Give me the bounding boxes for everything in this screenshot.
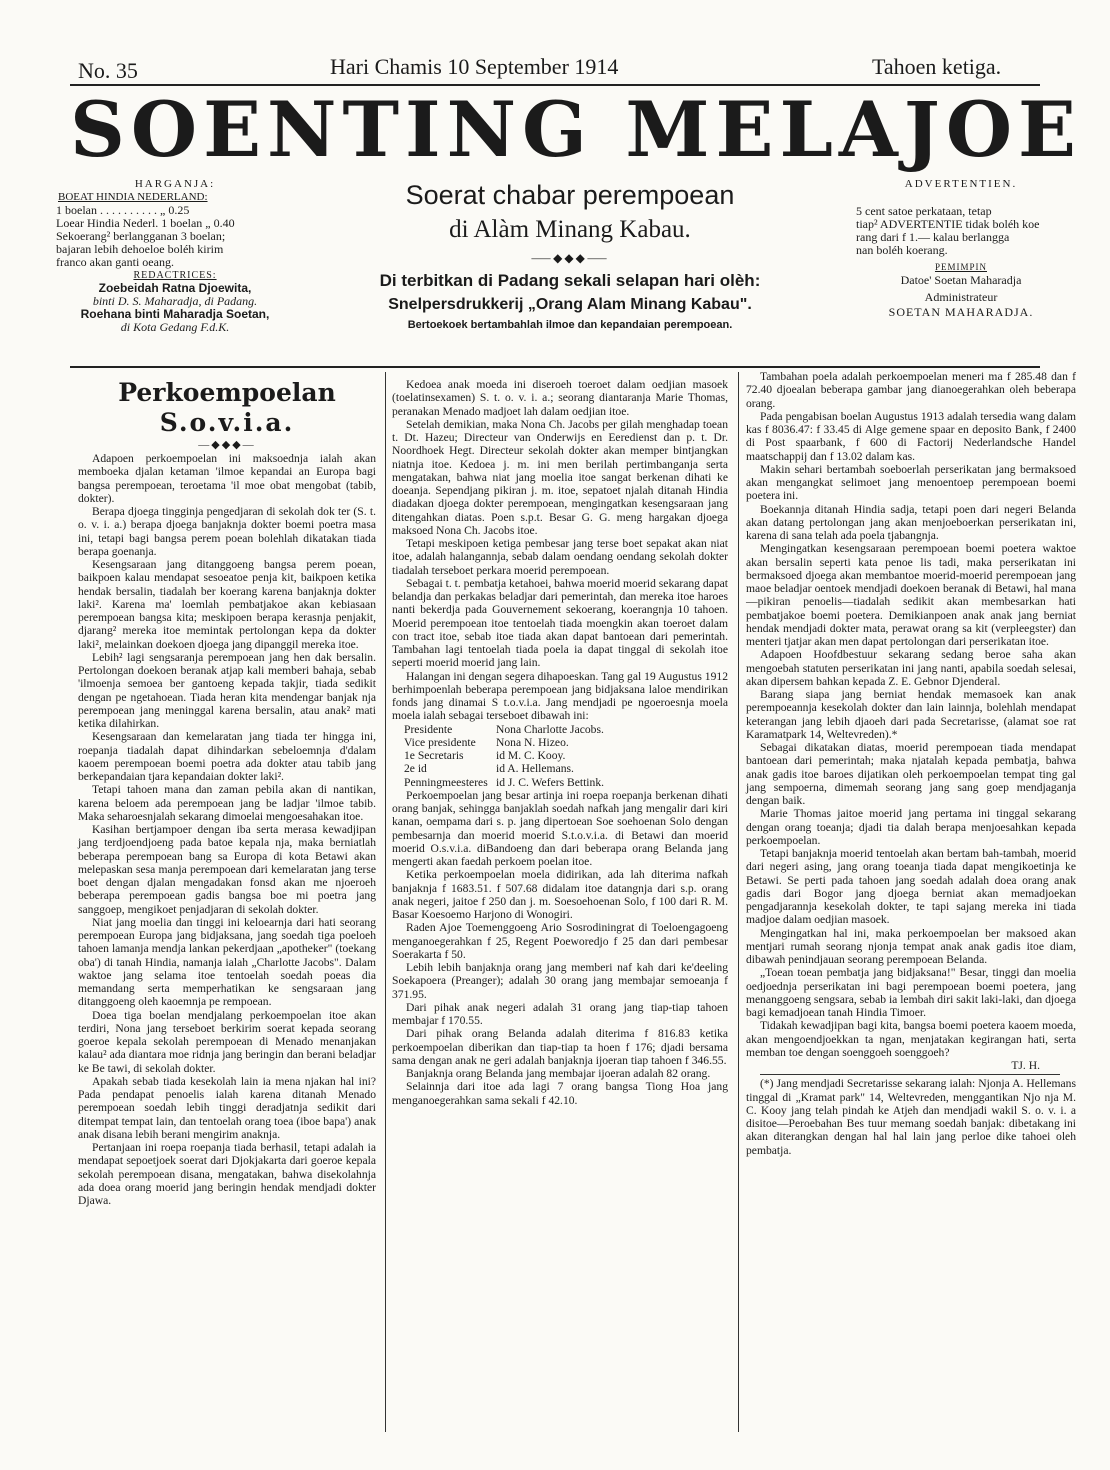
paragraph: Dari pihak anak negeri adalah 31 orang jang tiap-tiap tahoen membajar f 170.55. bbox=[392, 1000, 728, 1027]
publish-info: Di terbitkan di Padang sekali selapan hari olèh: bbox=[379, 271, 761, 290]
price-line: 1 boelan . . . . . . . . . . „ 0.25 bbox=[56, 203, 190, 217]
officer-role: 2e id bbox=[404, 762, 427, 776]
article-subtitle: S.o.v.i.a. bbox=[159, 408, 295, 437]
paragraph: Halangan ini dengan segera dihapoeskan. Tang gal 19 Augustus 1912 berhimpoenlah beberapa perempoean jang bidjaksana laloe mendirikan fonds jang dinamai S t.o.v.i.a. Jang mendjadi pe ngoeroesnja moela moela ialah sebagai terseboet dibawah ini: bbox=[392, 669, 728, 723]
price-line: Sekoerang² berlangganan 3 boelan; bbox=[56, 229, 226, 243]
price-line: bajaran lebih dehoeloe boléh kirim bbox=[56, 242, 224, 256]
price-line: Loear Hindia Nederl. 1 boelan „ 0.40 bbox=[56, 216, 235, 230]
motto: Bertoekoek bertambahlah ilmoe dan kepandaian perempoean. bbox=[407, 319, 733, 331]
officer-name: Nona N. Hizeo. bbox=[496, 735, 569, 749]
paragraph: Perkoempoelan jang besar artinja ini roepa roepanja berkenan dihati orang banjak, sehingga banjaklah soedah nafkah jang mengalir dari kiri kanan, oempama dari s. p. jang dipertoean Soe soehoenan Solo dengan pembesarnja dan moerid moerid S.t.o.v.i.a. di Betawi dan moerid moerid O.s.v.i.a. diBandoeng dan dari beberapa orang Belanda jang mengerti akan faedah perkoem poelan itoe. bbox=[392, 788, 728, 868]
article-column-3 bbox=[746, 370, 1076, 1157]
paragraph: Mengingatkan kesengsaraan perempoean boemi poetera waktoe akan bersalin seperti kata penoe lis tadi, maka perserikatan ini bermaksoed djoega akan membantoe moerid-moerid perempoean jang maoe beladjar oentoek mendjadi doekoen beranak di Betawi, hal mana—pikiran penoelis—tiadalah sedikit akan membesarkan hati pembatjakoe boemi poetera. Demikianpoen anak anak jang berniat hendak mendjadi dokter mata, perawat orang sa kit (verpleegster) dan menteri tjatjar akan men dapat pertolongan dari perserikatan itoe. bbox=[746, 542, 1076, 648]
paragraph: Sebagai t. t. pembatja ketahoei, bahwa moerid moerid sekarang dapat belandja dan perkakas beladjar dari pemerintah, dan mereka itoe haroes nanti bekerdja pada Gouvernement sekoerang, koerangnja 10 tahoen. Moerid perempoean itoe tentoelah tiada moengkin akan toeroet dalam con tract itoe, sebab itoe tiada akan dapat bantoean dari pemerintah. Tambahan lagi tentoelah tiada poela ia dapat tinggal di sekolah itoe seperti moerid moerid jang lain. bbox=[392, 576, 728, 670]
footnote-rule bbox=[760, 1074, 1060, 1075]
masthead-bottom-rule bbox=[70, 366, 1040, 368]
paragraph: Tetapi meskipoen ketiga pembesar jang terse boet sepakat akan niat itoe, adalah halangannja, sebab dalam oendang oendang sekolah dokter tiadalah terseboet perkara moerid perempoean. bbox=[392, 537, 728, 577]
price-subheading: BOEAT HINDIA NEDERLAND: bbox=[58, 191, 208, 203]
ads-line: tiap² ADVERTENTIE tidak boléh koe bbox=[856, 217, 1040, 231]
officer-role: Presidente bbox=[404, 722, 453, 736]
officer-name: id J. C. Wefers Bettink. bbox=[496, 775, 605, 789]
paragraph: Kesengsaraan jang ditanggoeng bangsa perem poean, baikpoen kalau mendapat sesoeatoe penja kit, baikpoen ketika hendak bersalin, tiadalah ber koerang karena banjaknja dokter laki². Karena ma' loemlah pembatjakoe akan kebiasaan perempoean bangsa kita; meskipoen berapa kerasnja penjakit, djarang² mereka itoe memintak pertolongan kepa da dokter laki², melainkan doekoen djoega jang dipanggil mereka itoe. bbox=[78, 558, 376, 651]
paragraph: Niat jang moelia dan tinggi ini keloearnja dari hati seorang perempoean Europa jang bidjaksana, jang soedah tiga poeloeh tahoen lamanja mendja lankan pekerdjaan „apotheker" (toekang oba') di tanah Hindia, namanja ialah „Charlotte Jacobs". Dalam waktoe jang selama itoe tentoelah soedah poeas dia memandang serta memperhatikan ke sengsaraan jang ditanggoeng oleh kaoemnja pe rempoean. bbox=[78, 915, 376, 1009]
paragraph: Lebih lebih banjaknja orang jang memberi naf kah dari ke'deeling Soekapoera (Preanger); adalah 30 orang jang membajar semoeanja f 371.95. bbox=[392, 961, 728, 1001]
column-divider bbox=[385, 372, 386, 1432]
region-line: di Alàm Minang Kabau. bbox=[449, 216, 691, 243]
issue-number: No. 35 bbox=[78, 58, 138, 83]
officers-list bbox=[392, 723, 728, 789]
paragraph: Sebagai dikatakan diatas, moerid perempoean tiada mendapat bantoean dari pemerintah; maka njatalah kepada pembatja, bahwa anak gadis itoe baroes dijatikan oleh perkoempoelan tempat ting gal jang sempoerna, dimemah seorang jang sang goep mendjaganja dengan baik. bbox=[746, 741, 1076, 807]
paragraph: Kesengsaraan dan kemelaratan jang tiada ter hingga ini, roepanja tiadalah dapat dihindarkan sebeloemnja d'dalam kaoem perempoean boemi poetra ada dokter atau tabib jang berkepandaian tjara kepandaian dokter laki². bbox=[78, 730, 376, 783]
issue-year: Tahoen ketiga. bbox=[872, 54, 1002, 79]
article-column-2 bbox=[392, 378, 728, 1107]
officer-role: 1e Secretaris bbox=[404, 749, 464, 762]
pemimpin-label: PEMIMPIN bbox=[934, 262, 987, 272]
editor-name: Zoebeidah Ratna Djoewita, bbox=[98, 281, 252, 295]
paragraph: Tetapi banjaknja moerid tentoelah akan bertam bah-tambah, moerid dari negeri asing, jang orang toeanja tiada dapat mengikoetinja ke Betawi. Se perti pada tahoen jang soedah adalah doea orang anak gadis dari Bogor jang djoega berniat akan memadjoekan pengadjarannja kesekolah dokter, te tapi sajang mereka ini tiada madjoe dalam oedjian masoek. bbox=[746, 847, 1076, 927]
paragraph: Barang siapa jang berniat hendak memasoek kan anak perempoeannja kesekolah dokter dan lain lainnja, bolehlah mendapat keterangan jang lebih djaoeh dari pada Secretarisse, (alamat soe rat Karamatpark 14, Weltevreden).* bbox=[746, 688, 1076, 741]
editor-description: binti D. S. Maharadja, di Padang. bbox=[92, 294, 258, 308]
pemimpin-name: Datoe' Soetan Maharadja bbox=[900, 273, 1022, 287]
article-title: Perkoempoelan bbox=[118, 378, 336, 407]
subtitle: Soerat chabar perempoean bbox=[405, 180, 735, 210]
paragraph: Apakah sebab tiada kesekolah lain ia mena njakan hal ini? Pada pendapat penoelis ialah karena ditanah Menado perempoean soedah lebih tinggi deradjatnja sedikit dari ditempat tempat lain, dan tentoelah orang toea (iboe bapa') anak anak disana lebih berani mengirim anaknja. bbox=[78, 1074, 376, 1141]
paragraph: Raden Ajoe Toemenggoeng Ario Sosrodiningrat di Toeloengagoeng menganoegerahkan f 25, Regent Poeworedjo f 25 dan dari pembesar Soerakarta f 50. bbox=[392, 921, 728, 961]
officer-name: id A. Hellemans. bbox=[496, 762, 574, 776]
footnote: (*) Jang mendjadi Secretarisse sekarang ialah: Njonja A. Hellemans tinggal di „Kramat park" 14, Weltevreden, menggantikan Njo nja M. C. Kooy jang telah pindah ke Atjeh dan mendjadi wakil S. o. v. i. a disitoe—Peroebahan Bes tuur memang soedah banjak: dibetakang ini akan diterangkan dengan hal hal lain jang perloe dike tahoei oleh pembatja. bbox=[746, 1077, 1076, 1157]
paragraph: Banjaknja orang Belanda jang membajar ijoeran adalah 82 orang. bbox=[406, 1067, 711, 1080]
ornament-icon: —◆◆◆— bbox=[198, 439, 256, 451]
ads-line: nan boléh koerang. bbox=[856, 243, 948, 257]
author-signature: TJ. H. bbox=[1011, 1059, 1040, 1072]
officer-name: id M. C. Kooy. bbox=[496, 749, 566, 762]
paragraph: Lebih² lagi sengsaranja perempoean jang hen dak bersalin. Pertolongan doekoen beranak atjap kali memberi bahaja, sebab 'ilmoenja semoea ber gantoeng kepada takjir, tiada sedikit dengan pe ngetahoean. Tiada heran kita mendengar banjak nja perempoean jang meninggal karena bersalin, atau anak² mati ketika dilahirkan. bbox=[78, 650, 376, 730]
paragraph: Tidakah kewadjipan bagi kita, bangsa boemi poetera kaoem moeda, akan mengoendjoekkan ta ngan, menjatakan kegirangan hati, serta memban toe dengan soenggoeh soenggoeh? bbox=[746, 1019, 1076, 1059]
redactrices-label: REDACTRICES: bbox=[133, 270, 217, 281]
ornament-divider: ⸺◆◆◆⸺ bbox=[530, 251, 610, 265]
paragraph: Kedoea anak moeda ini diseroeh toeroet dalam oedjian masoek (toelatinsexamen) S. t. o. v. i. a.; seorang diantaranja Marie Thomas, peranakan Menado madjoet lah dalam oedjian itoe. bbox=[392, 378, 728, 418]
paragraph: Berapa djoega tingginja pengedjaran di sekolah dok ter (S. t. o. v. i. a.) berapa djoega banjaknja dokter boemi poetra masa ini, tetapi bagi bangsa perem poean bolehlah dikatakan tiada berapa goenanja. bbox=[78, 505, 376, 558]
paragraph: Dari pihak orang Belanda adalah diterima f 816.83 ketika perkoempoelan diberikan dan tiap-tiap ta hoen f 176; djadi bersama sama dengan anak ne geri adalah banjaknja ijoeran tiap tahoen f 346.55. bbox=[392, 1027, 728, 1067]
article-column-1 bbox=[78, 378, 376, 1207]
ads-line: 5 cent satoe perkataan, tetap bbox=[856, 204, 992, 218]
paragraph: Adapoen perkoempoelan ini maksoednja ialah akan memboeka djalan ketaman 'ilmoe kepandai an Europa bagi bangsa perempoean, teroetama 'il moe obat mengobat (tabib, dokter). bbox=[78, 452, 376, 505]
officer-role: Penningmeesteres bbox=[404, 775, 488, 789]
paragraph: Mengingatkan hal ini, maka perkoempoelan ber maksoed akan mentjari rumah seorang njonja tempat anak anak gadis itoe diam, dibawah penindjauan seorang perempoean Belanda. bbox=[746, 926, 1076, 966]
paragraph: Ketika perkoempoelan moela didirikan, ada lah diterima nafkah banjaknja f 1683.51. f 507.68 didalam itoe datangnja dari s.p. orang anak negeri, jaitoe f 250 dan j. m. Soesoehoenan Solo, f 100 dari R. M. Basar Koesoemo Harjono di Wonogiri. bbox=[392, 868, 728, 921]
ads-line: rang dari f 1.— kalau berlangga bbox=[856, 230, 1010, 244]
administrator-label: Administrateur bbox=[924, 290, 998, 304]
paragraph: Doea tiga boelan mendjalang perkoempoelan itoe akan terdiri, Nona jang terseboet berkirim soerat kepada seorang goeroe kepala sekolah perempoean di Menado menanjakan kalau² ada diantara moe ridnja jang beringin dan berani beladjar ke Be tawi, di sekolah dokter. bbox=[78, 1008, 376, 1075]
paragraph: Pada pengabisan boelan Augustus 1913 adalah tersedia wang dalam kas f 8036.47: f 33.45 di Alge gemene spaar en deposito Bank, f 2400 di Post spaarbank, f 600 di Factorij Nederlandsche Handel maatschappij dan f 13.02 dalam kas. bbox=[746, 409, 1076, 463]
officer-role: Vice presidente bbox=[404, 735, 476, 749]
editor-name: Roehana binti Maharadja Soetan, bbox=[80, 307, 270, 321]
paragraph: Setelah demikian, maka Nona Ch. Jacobs per gilah menghadap toean t. Dt. Hazeu; Directeur van Onderwijs en Eeredienst dan p. t. Dr. Noordhoek Hegt. Directeur sekolah dokter akan memper bintjangkan niatnja itoe. Kedoea j. m. ini men berilah pertimbanganja serta mengatakan, bahwa niat jang moelia itoe sangat berkenan dihati ke doeanja. Sependjang pikiran j. m. itoe, sepatoet njalah ditanah Hindia diadakan djoega dokter perempoean, mengingatkan kesengsaraan jang ditengahkan diatas. Poen s.p.t. Besar G. G. meng hargakan djoega maksoed Nona Ch. Jacobs itoe. bbox=[392, 417, 728, 537]
officer-name: Nona Charlotte Jacobs. bbox=[496, 722, 604, 736]
paragraph: Marie Thomas jaitoe moerid jang pertama ini tinggal sekarang dengan orang toeanja; djadi tia dalah berapa menjoesahkan kepada perkoempoelan. bbox=[746, 807, 1076, 847]
column-divider bbox=[738, 372, 739, 1432]
subscription-box bbox=[56, 178, 294, 334]
paragraph: Makin sehari bertambah soeboerlah perserikatan jang bermaksoed akan mengangkat selimoet jang menoentoep perempoean boemi poetera ini. bbox=[746, 462, 1076, 503]
price-line: franco akan ganti oeang. bbox=[56, 255, 174, 269]
printer-name: Snelpersdrukkerij „Orang Alam Minang Kabau". bbox=[388, 296, 752, 313]
paragraph: „Toean toean pembatja jang bidjaksana!" Besar, tinggi dan moelia oedjoednja perserikatan ini bagi perempoean boemi poetera, jang menanggoeng sengsara, sebab ia lembah diri sakit laki-laki, dan djoega bagi kemadjoean tanah Hindia Timoer. bbox=[746, 966, 1076, 1019]
paragraph: Pertanjaan ini roepa roepanja tiada berhasil, tetapi adalah ia mendapat sepoetjoek soerat dari Djokjakarta dari goeroe kepala sekolah perempoean disana, mengatakan, bahwa disekolahnja ada doea orang moerid jang beringin hendak mendjadi dokter Djawa. bbox=[78, 1141, 376, 1207]
paragraph: Adapoen Hoofdbestuur sekarang sedang beroe saha akan mengoebah statuten perserikatan ini jang nanti, apabila soedah selesai, akan dipersem bahkan kepada Z. E. Gebnor Djenderal. bbox=[746, 648, 1076, 688]
paragraph: Boekannja ditanah Hindia sadja, tetapi poen dari negeri Belanda akan datang pertolongan jang akan menjoeboerkan perserikatan ini, karena di sana telah ada poela tjabangnja. bbox=[746, 502, 1076, 542]
paragraph: Kasihan bertjampoer dengan iba serta merasa kewadjipan jang terdjoendjoeng pada batoe kepala nja, maka berniatlah beberapa perempoean bang sa Europa di kota Betawi akan melepaskan sesa manja perempoean dari kemelaratan jang terse boet dengan djalan mengadakan fonsd akan me njoeroeh beberapa perempoean gadis bangsa boe mi poetra jang sanggoep, mengikoet penjadjaran di sekolah dokter. bbox=[78, 823, 376, 916]
masthead-center bbox=[300, 178, 840, 334]
newspaper-title: SOENTING MELAJOE bbox=[70, 85, 1082, 174]
price-heading: HARGANJA: bbox=[134, 178, 216, 190]
paragraph: Tambahan poela adalah perkoempoelan meneri ma f 285.48 dan f 72.40 djoealan beberapa gambar jang dianoegerahkan oleh beberapa orang. bbox=[746, 370, 1076, 410]
editor-description: di Kota Gedang F.d.K. bbox=[120, 320, 230, 334]
ads-heading: ADVERTENTIEN. bbox=[904, 178, 1018, 190]
advertisement-box bbox=[856, 178, 1066, 319]
issue-date: Hari Chamis 10 September 1914 bbox=[330, 54, 619, 79]
administrator-name: SOETAN MAHARADJA. bbox=[888, 305, 1034, 319]
paragraph: Tetapi tahoen mana dan zaman pebila akan di nantikan, karena beloem ada perempoean jang be ladjar 'ilmoe tabib. Maka seharoesnjalah sekarang dimoelai mengoesahakan itoe. bbox=[78, 783, 376, 823]
paragraph: Selainnja dari itoe ada lagi 7 orang bangsa Tiong Hoa jang menganoegerahkan sama sekali f 42.10. bbox=[392, 1080, 728, 1107]
